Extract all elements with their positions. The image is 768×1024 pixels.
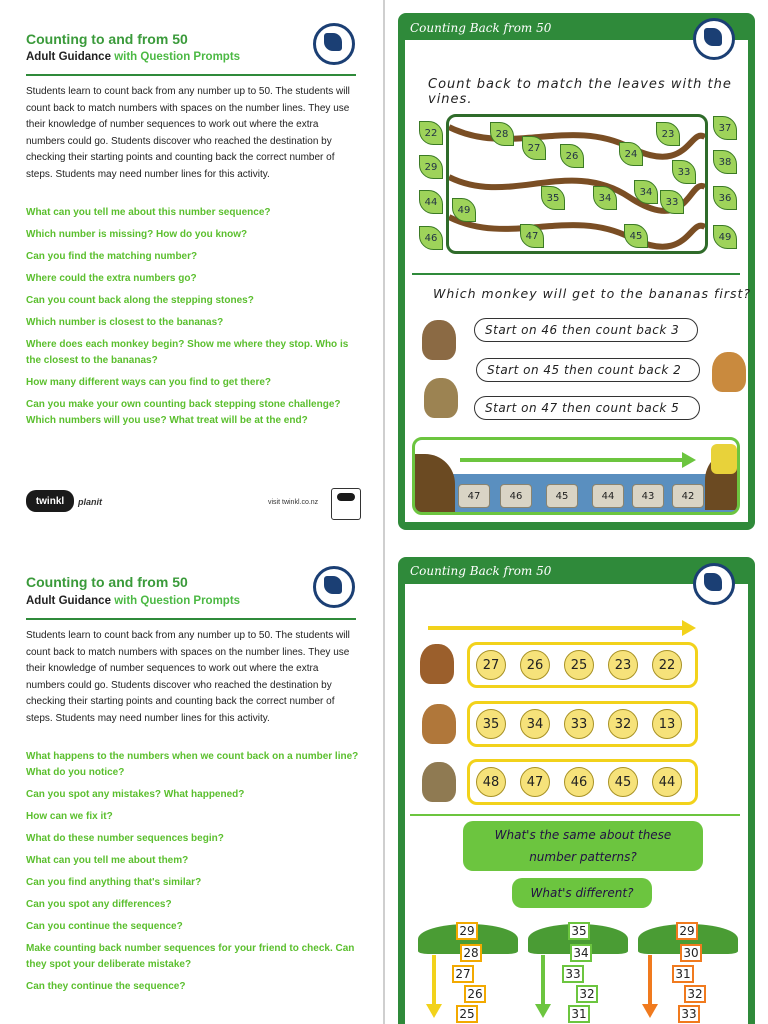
arrow-right-icon xyxy=(460,458,686,462)
number-card: 33 xyxy=(678,1005,700,1023)
arrow-down-icon xyxy=(648,955,652,1007)
monkey-image xyxy=(424,378,458,418)
number-coin: 26 xyxy=(520,650,550,680)
puzzle-icon xyxy=(693,563,735,605)
intro-text: Students learn to count back from any number up to 50. The students will count back to match numbers with spaces on the number lines. They use their knowledge of number sequences to work out where the extra numbers could go. Students discover who reached the destination by checking their starting points and counting back the correct number of steps. Students may need number lines for this activity. xyxy=(26,86,350,180)
question-item: What can you tell me about them? xyxy=(26,855,189,866)
number-card: 35 xyxy=(568,922,590,940)
arrow-head-icon xyxy=(535,1004,551,1018)
planit-logo: planit xyxy=(78,497,102,507)
speech-bubble: Start on 47 then count back 5 xyxy=(474,396,700,420)
intro-text: Students learn to count back from any number up to 50. The students will count back to match numbers with spaces on the number lines. They use their knowledge of number sequences to work out where the extra numbers could go. Students discover who reached the destination by checking their starting points and counting back the correct number of steps. Students may need number lines for this activity. xyxy=(26,630,350,724)
question-item: Make counting back number sequences for your friend to check. Can they spot your deliberate mistake? xyxy=(26,943,355,970)
arrow-down-icon xyxy=(432,955,436,1007)
number-card: 31 xyxy=(568,1005,590,1023)
question-list xyxy=(26,205,360,435)
number-card: 33 xyxy=(562,965,584,983)
number-coin: 25 xyxy=(564,650,594,680)
twinkl-logo-text: twinkl xyxy=(35,495,65,507)
question-item: How many different ways can you find to get there? xyxy=(26,377,272,388)
number-coin: 48 xyxy=(476,767,506,797)
puzzle-icon xyxy=(313,566,355,608)
leaf: 27 xyxy=(522,136,546,160)
arrow-head-icon xyxy=(682,452,696,468)
card-subtitle xyxy=(26,51,240,63)
leaf: 22 xyxy=(419,121,443,145)
question-item: Can you make your own counting back stepping stone challenge? Which numbers will you use? What treat will be at the end? xyxy=(26,399,341,426)
stepping-stone: 42 xyxy=(672,484,704,508)
monkey-image xyxy=(712,352,746,392)
number-card: 27 xyxy=(452,965,474,983)
leaf: 47 xyxy=(520,224,544,248)
leaf: 38 xyxy=(713,150,737,174)
leaf: 49 xyxy=(452,198,476,222)
leaf: 37 xyxy=(713,116,737,140)
number-coin: 45 xyxy=(608,767,638,797)
number-card: 32 xyxy=(576,985,598,1003)
question-item: What do these number sequences begin? xyxy=(26,833,224,844)
question-item: Can you count back along the stepping stones? xyxy=(26,295,254,306)
number-coin: 33 xyxy=(564,709,594,739)
monkey-image xyxy=(422,320,456,360)
speech-bubble: Start on 46 then count back 3 xyxy=(474,318,698,342)
leaf: 34 xyxy=(634,180,658,204)
stepping-stone: 47 xyxy=(458,484,490,508)
leaf: 23 xyxy=(656,122,680,146)
stepping-stone: 46 xyxy=(500,484,532,508)
question-item: Which number is missing? How do you know? xyxy=(26,229,248,240)
leaf: 28 xyxy=(490,122,514,146)
page-divider xyxy=(383,0,385,1024)
number-card: 26 xyxy=(464,985,486,1003)
question-item: Can you continue the sequence? xyxy=(26,921,183,932)
number-card: 32 xyxy=(684,985,706,1003)
question-item: Can you spot any mistakes? What happened? xyxy=(26,789,245,800)
stepping-stone: 43 xyxy=(632,484,664,508)
panel-header: Counting Back from 50 xyxy=(410,564,552,578)
question-item: What can you tell me about this number sequence? xyxy=(26,207,271,218)
puzzle-icon xyxy=(693,18,735,60)
prompt-different: What's different? xyxy=(512,878,652,908)
question-item: Can they continue the sequence? xyxy=(26,981,186,992)
question-item: How can we fix it? xyxy=(26,811,113,822)
leaf: 44 xyxy=(419,190,443,214)
monkey-image xyxy=(422,762,456,802)
question-item: What happens to the numbers when we count back on a number line? What do you notice? xyxy=(26,751,359,778)
question-item: Can you find the matching number? xyxy=(26,251,198,262)
puzzle-icon xyxy=(313,23,355,65)
number-coin: 22 xyxy=(652,650,682,680)
question-item: Can you spot any differences? xyxy=(26,899,172,910)
stepping-stone: 45 xyxy=(546,484,578,508)
footer-url: visit twinkl.co.nz xyxy=(268,499,319,506)
title-rule xyxy=(26,618,356,620)
leaf: 33 xyxy=(660,190,684,214)
subtitle-green: with Question Prompts xyxy=(114,51,241,63)
question-list xyxy=(26,749,360,1001)
number-coin: 46 xyxy=(564,767,594,797)
question-item: Where could the extra numbers go? xyxy=(26,273,197,284)
section-rule xyxy=(412,273,740,275)
question-text: Which monkey will get to the bananas first? xyxy=(433,286,751,301)
section-rule xyxy=(410,814,740,816)
number-card: 25 xyxy=(456,1005,478,1023)
number-card: 28 xyxy=(460,944,482,962)
leaf: 35 xyxy=(541,186,565,210)
number-coin: 34 xyxy=(520,709,550,739)
instruction-text: Count back to match the leaves with the vines. xyxy=(428,77,732,107)
twinkl-logo xyxy=(26,490,74,512)
number-card: 29 xyxy=(456,922,478,940)
leaf: 33 xyxy=(672,160,696,184)
panel-header: Counting Back from 50 xyxy=(410,21,552,35)
number-coin: 23 xyxy=(608,650,638,680)
leaf: 26 xyxy=(560,144,584,168)
title-rule xyxy=(26,74,356,76)
subtitle-bold: Adult Guidance xyxy=(26,51,111,63)
number-coin: 27 xyxy=(476,650,506,680)
number-card: 29 xyxy=(676,922,698,940)
number-card: 30 xyxy=(680,944,702,962)
leaf: 45 xyxy=(624,224,648,248)
monkey-image xyxy=(422,704,456,744)
subtitle-bold: Adult Guidance xyxy=(26,595,111,607)
arrow-right-icon xyxy=(428,626,684,630)
question-item: Can you find anything that's similar? xyxy=(26,877,202,888)
question-item: Which number is closest to the bananas? xyxy=(26,317,224,328)
card-title: Counting to and from 50 xyxy=(26,574,188,590)
leaf: 49 xyxy=(713,225,737,249)
number-coin: 32 xyxy=(608,709,638,739)
number-card: 31 xyxy=(672,965,694,983)
number-coin: 44 xyxy=(652,767,682,797)
question-item: Where does each monkey begin? Show me where they stop. Who is the closest to the bananas? xyxy=(26,339,349,366)
prompt-same: What's the same about these number patterns? xyxy=(463,821,703,871)
arrow-down-icon xyxy=(541,955,545,1007)
quality-badge-icon xyxy=(331,488,361,520)
stepping-stone: 44 xyxy=(592,484,624,508)
number-coin: 47 xyxy=(520,767,550,797)
card-title: Counting to and from 50 xyxy=(26,31,188,47)
leaf: 24 xyxy=(619,142,643,166)
monkey-image xyxy=(420,644,454,684)
number-coin: 35 xyxy=(476,709,506,739)
subtitle-green: with Question Prompts xyxy=(114,595,241,607)
arrow-head-icon xyxy=(642,1004,658,1018)
arrow-head-icon xyxy=(426,1004,442,1018)
banana-icon xyxy=(711,444,737,474)
leaf: 34 xyxy=(593,186,617,210)
number-card: 34 xyxy=(570,944,592,962)
speech-bubble: Start on 45 then count back 2 xyxy=(476,358,700,382)
card-subtitle xyxy=(26,595,240,607)
leaf: 36 xyxy=(713,186,737,210)
leaf: 29 xyxy=(419,155,443,179)
leaf: 46 xyxy=(419,226,443,250)
number-coin: 13 xyxy=(652,709,682,739)
arrow-head-icon xyxy=(682,620,696,636)
